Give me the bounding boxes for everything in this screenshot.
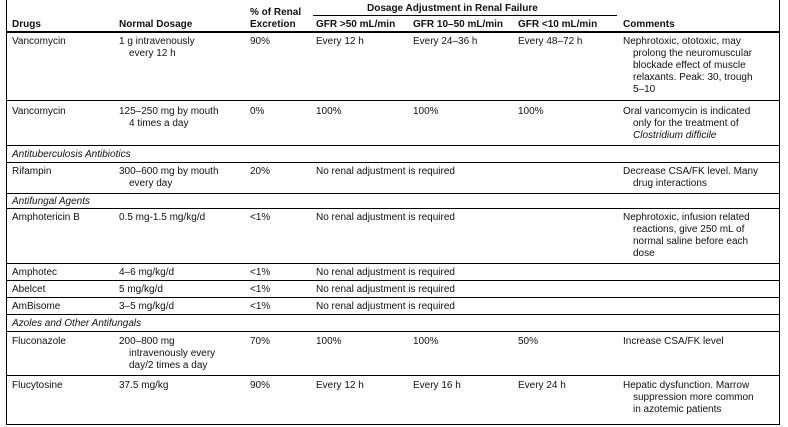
row-7-dosage-1: 3–5 mg/kg/d bbox=[119, 301, 175, 312]
row-3-no-adjustment: No renal adjustment is required bbox=[316, 166, 455, 177]
row-3-comment-2: drug interactions bbox=[633, 178, 707, 189]
row-8-gfr-high: 100% bbox=[316, 336, 342, 347]
row-8-comment-1: Increase CSA/FK level bbox=[623, 336, 724, 347]
row-4-comment-2: reactions, give 250 mL of bbox=[633, 224, 745, 235]
section-azoles: Azoles and Other Antifungals bbox=[12, 318, 142, 329]
section-azoles-rule bbox=[7, 331, 779, 332]
row-8-rule bbox=[7, 375, 779, 376]
row-4-dosage-1: 0.5 mg-1.5 mg/kg/d bbox=[119, 212, 206, 223]
row-2-comment-1: Oral vancomycin is indicated bbox=[623, 106, 751, 117]
row-4-drug: Amphotericin B bbox=[12, 212, 80, 223]
row-2-dosage-1: 125–250 mg by mouth bbox=[119, 106, 219, 117]
row-8-dosage-2: intravenously every bbox=[129, 348, 216, 359]
row-5-drug: Amphotec bbox=[12, 267, 58, 278]
row-5-dosage-1: 4–6 mg/kg/d bbox=[119, 267, 175, 278]
row-3-rule bbox=[7, 193, 779, 194]
row-9-drug: Flucytosine bbox=[12, 380, 63, 391]
section-antifungal-rule bbox=[7, 208, 779, 209]
row-1-comment-1: Nephrotoxic, ototoxic, may bbox=[623, 36, 741, 47]
row-9-comment-3: in azotemic patients bbox=[633, 404, 722, 415]
row-1-excretion: 90% bbox=[250, 36, 271, 47]
row-9-comment-1: Hepatic dysfunction. Marrow bbox=[623, 380, 750, 391]
row-3-excretion: 20% bbox=[250, 166, 271, 177]
row-1-gfr-low: Every 48–72 h bbox=[518, 36, 583, 47]
row-9-gfr-mid: Every 16 h bbox=[413, 380, 461, 391]
row-2-excretion: 0% bbox=[250, 106, 265, 117]
row-7-excretion: <1% bbox=[250, 301, 271, 312]
row-2-comment-3: Clostridium difficile bbox=[633, 130, 717, 141]
row-6-no-adjustment: No renal adjustment is required bbox=[316, 284, 455, 295]
row-5-no-adjustment: No renal adjustment is required bbox=[316, 267, 455, 278]
row-2-gfr-high: 100% bbox=[316, 106, 342, 117]
row-1-dosage-2: every 12 h bbox=[129, 48, 176, 59]
row-2-drug: Vancomycin bbox=[12, 106, 66, 117]
header-renal-excretion-line2: Excretion bbox=[250, 19, 296, 30]
row-8-drug: Fluconazole bbox=[12, 336, 66, 347]
row-3-dosage-1: 300–600 mg by mouth bbox=[119, 166, 219, 177]
row-1-comment-4: relaxants. Peak: 30, trough bbox=[633, 72, 753, 83]
header-renal-excretion-line1: % of Renal bbox=[250, 7, 302, 18]
row-7-rule bbox=[7, 314, 779, 315]
header-group-rule bbox=[313, 15, 617, 16]
row-1-rule bbox=[7, 100, 779, 101]
header-gfr-mid: GFR 10–50 mL/min bbox=[413, 19, 504, 30]
row-9-gfr-high: Every 12 h bbox=[316, 380, 364, 391]
row-1-comment-2: prolong the neuromuscular bbox=[633, 48, 752, 59]
row-6-dosage-1: 5 mg/kg/d bbox=[119, 284, 163, 295]
row-5-excretion: <1% bbox=[250, 267, 271, 278]
row-8-excretion: 70% bbox=[250, 336, 271, 347]
row-8-dosage-1: 200–800 mg bbox=[119, 336, 175, 347]
row-7-no-adjustment: No renal adjustment is required bbox=[316, 301, 455, 312]
header-gfr-high: GFR >50 mL/min bbox=[316, 19, 396, 30]
row-1-gfr-mid: Every 24–36 h bbox=[413, 36, 478, 47]
header-normal-dosage: Normal Dosage bbox=[119, 19, 193, 30]
row-8-gfr-mid: 100% bbox=[413, 336, 439, 347]
row-8-dosage-3: day/2 times a day bbox=[129, 360, 208, 371]
section-antifungal: Antifungal Agents bbox=[12, 196, 91, 207]
section-antituberculosis-rule bbox=[7, 162, 779, 163]
row-8-gfr-low: 50% bbox=[518, 336, 539, 347]
row-3-comment-1: Decrease CSA/FK level. Many bbox=[623, 166, 759, 177]
row-2-comment-2: only for the treatment of bbox=[633, 118, 739, 129]
row-2-gfr-low: 100% bbox=[518, 106, 544, 117]
row-9-dosage-1: 37.5 mg/kg bbox=[119, 380, 169, 391]
row-4-excretion: <1% bbox=[250, 212, 271, 223]
row-6-excretion: <1% bbox=[250, 284, 271, 295]
row-9-excretion: 90% bbox=[250, 380, 271, 391]
row-3-drug: Rifampin bbox=[12, 166, 52, 177]
row-4-comment-3: normal saline before each bbox=[633, 236, 749, 247]
row-2-gfr-mid: 100% bbox=[413, 106, 439, 117]
row-4-comment-4: dose bbox=[633, 248, 655, 259]
row-1-comment-5: 5–10 bbox=[633, 84, 656, 95]
row-9-gfr-low: Every 24 h bbox=[518, 380, 566, 391]
row-2-rule bbox=[7, 145, 779, 146]
header-adjustment-group: Dosage Adjustment in Renal Failure bbox=[367, 3, 538, 14]
section-antituberculosis: Antituberculosis Antibiotics bbox=[12, 149, 131, 160]
header-gfr-low: GFR <10 mL/min bbox=[518, 19, 598, 30]
row-4-rule bbox=[7, 263, 779, 264]
header-comments: Comments bbox=[623, 19, 675, 30]
row-4-no-adjustment: No renal adjustment is required bbox=[316, 212, 455, 223]
renal-dosage-table bbox=[6, 0, 780, 425]
row-1-gfr-high: Every 12 h bbox=[316, 36, 364, 47]
row-9-comment-2: suppression more common bbox=[633, 392, 754, 403]
row-4-comment-1: Nephrotoxic, infusion related bbox=[623, 212, 750, 223]
row-1-drug: Vancomycin bbox=[12, 36, 66, 47]
header-rule bbox=[7, 31, 779, 33]
row-3-dosage-2: every day bbox=[129, 178, 173, 189]
row-5-rule bbox=[7, 280, 779, 281]
row-1-comment-3: blockade effect of muscle bbox=[633, 60, 746, 71]
row-7-drug: AmBisome bbox=[12, 301, 61, 312]
row-6-drug: Abelcet bbox=[12, 284, 46, 295]
header-drugs: Drugs bbox=[12, 19, 41, 30]
row-1-dosage-1: 1 g intravenously bbox=[119, 36, 195, 47]
row-6-rule bbox=[7, 297, 779, 298]
row-2-dosage-2: 4 times a day bbox=[129, 118, 189, 129]
